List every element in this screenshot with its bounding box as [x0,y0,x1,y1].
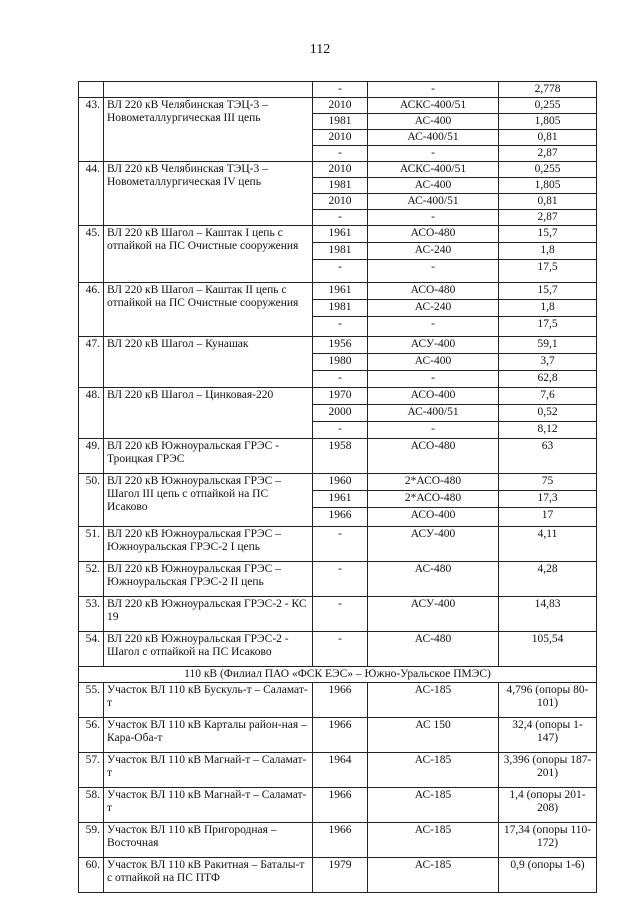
line-name: Участок ВЛ 110 кВ Пригородная – Восточная [104,823,313,858]
line-name: ВЛ 220 кВ Южноуральская ГРЭС – Южноуральская ГРЭС-2 II цепь [104,562,313,597]
row-number: 54. [79,632,104,667]
year-cell: - [313,371,368,388]
year-cell: 1956 [313,337,368,354]
wire-type-cell: АС-185 [368,823,499,858]
length-cell: 17,5 [499,260,597,283]
year-cell: 1958 [313,439,368,474]
year-cell: - [313,146,368,162]
year-cell: 1981 [313,300,368,317]
wire-type-cell: - [368,82,499,98]
wire-type-cell: АС-185 [368,753,499,788]
year-cell: - [313,210,368,226]
wire-type-cell: АСО-480 [368,283,499,300]
length-cell: 0,255 [499,162,597,178]
table-row [79,82,597,98]
table-row [79,474,597,491]
table-row [79,527,597,562]
line-name: Участок ВЛ 110 кВ Ракитная – Баталы-т с отпайкой на ПС ПТФ [104,858,313,893]
year-cell: 1970 [313,388,368,405]
year-cell: - [313,422,368,439]
table-row [79,597,597,632]
row-number: 58. [79,788,104,823]
length-cell: 4,28 [499,562,597,597]
row-number: 60. [79,858,104,893]
length-cell: 0,9 (опоры 1-6) [499,858,597,893]
wire-type-cell: АС-185 [368,788,499,823]
table-row [79,162,597,178]
year-cell: 1981 [313,114,368,130]
table-row [79,788,597,823]
wire-type-cell: - [368,210,499,226]
length-cell: 3,396 (опоры 187-201) [499,753,597,788]
wire-type-cell: АСО-400 [368,388,499,405]
year-cell: 1961 [313,491,368,508]
line-name: ВЛ 220 кВ Челябинская ТЭЦ-3 – Новометаллургическая III цепь [104,98,313,162]
table-row [79,753,597,788]
length-cell: 15,7 [499,283,597,300]
wire-type-cell: АСО-480 [368,439,499,474]
line-name: ВЛ 220 кВ Южноуральская ГРЭС - Троицкая ГРЭС [104,439,313,474]
line-name: ВЛ 220 кВ Шагол – Цинковая-220 [104,388,313,439]
wire-type-cell: АС-240 [368,243,499,260]
length-cell: 0,81 [499,130,597,146]
length-cell: 17,5 [499,317,597,337]
length-cell: 17,34 (опоры 110-172) [499,823,597,858]
length-cell: 8,12 [499,422,597,439]
length-cell: 62,8 [499,371,597,388]
length-cell: 2,87 [499,210,597,226]
year-cell: 2010 [313,130,368,146]
length-cell: 17,3 [499,491,597,508]
year-cell: 2000 [313,405,368,422]
year-cell: 1979 [313,858,368,893]
table-row [79,226,597,243]
row-number: 45. [79,226,104,283]
line-name: Участок ВЛ 110 кВ Магнай-т – Саламат-т [104,753,313,788]
wire-type-cell: АСО-480 [368,226,499,243]
year-cell: 2010 [313,162,368,178]
length-cell: 0,52 [499,405,597,422]
length-cell: 17 [499,508,597,527]
length-cell: 4,11 [499,527,597,562]
year-cell: 1966 [313,718,368,753]
wire-type-cell: АСКС-400/51 [368,162,499,178]
year-cell: 2010 [313,98,368,114]
row-number: 51. [79,527,104,562]
line-name: Участок ВЛ 110 кВ Карталы район-ная – Кара-Оба-т [104,718,313,753]
year-cell: 1966 [313,683,368,718]
table-row [79,823,597,858]
length-cell: 0,255 [499,98,597,114]
length-cell: 0,81 [499,194,597,210]
wire-type-cell: АС-400 [368,178,499,194]
length-cell: 63 [499,439,597,474]
table-row [79,683,597,718]
section-header: 110 кВ (Филиал ПАО «ФСК ЕЭС» – Южно-Уральское ПМЭС) [79,667,597,683]
table-row [79,718,597,753]
wire-type-cell: АСО-400 [368,508,499,527]
wire-type-cell: - [368,260,499,283]
year-cell: - [313,632,368,667]
table-row [79,283,597,300]
line-name: ВЛ 220 кВ Шагол – Каштак I цепь с отпайкой на ПС Очистные сооружения [104,226,313,283]
wire-type-cell: АС-400/51 [368,194,499,210]
length-cell: 75 [499,474,597,491]
wire-type-cell: АС-400/51 [368,130,499,146]
row-number: 57. [79,753,104,788]
length-cell: 2,87 [499,146,597,162]
wire-type-cell: АСКС-400/51 [368,98,499,114]
wire-type-cell: 2*АСО-480 [368,491,499,508]
wire-type-cell: АС-400 [368,354,499,371]
row-number: 46. [79,283,104,337]
length-cell: 1,805 [499,178,597,194]
year-cell: - [313,527,368,562]
table-row [79,337,597,354]
wire-type-cell: АС-400 [368,114,499,130]
year-cell: 1980 [313,354,368,371]
year-cell: 1966 [313,788,368,823]
row-number: 59. [79,823,104,858]
wire-type-cell: 2*АСО-480 [368,474,499,491]
year-cell: - [313,260,368,283]
line-name: ВЛ 220 кВ Южноуральская ГРЭС – Южноуральская ГРЭС-2 I цепь [104,527,313,562]
row-number: 44. [79,162,104,226]
length-cell: 59,1 [499,337,597,354]
wire-type-cell: АС 150 [368,718,499,753]
table-row [79,439,597,474]
length-cell: 32,4 (опоры 1-147) [499,718,597,753]
year-cell: 2010 [313,194,368,210]
year-cell: - [313,597,368,632]
year-cell: 1981 [313,243,368,260]
length-cell: 15,7 [499,226,597,243]
wire-type-cell: - [368,422,499,439]
page-number: 112 [309,42,331,57]
year-cell: 1961 [313,283,368,300]
row-number: 48. [79,388,104,439]
wire-type-cell: АСУ-400 [368,527,499,562]
line-name: ВЛ 220 кВ Шагол – Каштак II цепь с отпайкой на ПС Очистные сооружения [104,283,313,337]
length-cell: 14,83 [499,597,597,632]
wire-type-cell: - [368,317,499,337]
wire-type-cell: - [368,371,499,388]
year-cell: 1964 [313,753,368,788]
year-cell: 1960 [313,474,368,491]
row-number: 47. [79,337,104,388]
line-name: ВЛ 220 кВ Челябинская ТЭЦ-3 – Новометаллургическая IV цепь [104,162,313,226]
length-cell: 1,4 (опоры 201-208) [499,788,597,823]
year-cell: 1961 [313,226,368,243]
line-name: Участок ВЛ 110 кВ Магнай-т – Саламат-т [104,788,313,823]
row-number: 50. [79,474,104,527]
year-cell: 1966 [313,823,368,858]
wire-type-cell: АС-480 [368,632,499,667]
wire-type-cell: АС-185 [368,858,499,893]
row-number: 53. [79,597,104,632]
line-name: ВЛ 220 кВ Южноуральская ГРЭС-2 - КС 19 [104,597,313,632]
row-number [79,82,104,98]
wire-type-cell: - [368,146,499,162]
row-number: 56. [79,718,104,753]
line-name [104,82,313,98]
table-row [79,562,597,597]
row-number: 55. [79,683,104,718]
table-row [79,858,597,893]
row-number: 52. [79,562,104,597]
wire-type-cell: АС-400/51 [368,405,499,422]
length-cell: 1,805 [499,114,597,130]
length-cell: 1,8 [499,243,597,260]
table-row [79,98,597,114]
wire-type-cell: АС-240 [368,300,499,317]
table-row [79,388,597,405]
length-cell: 3,7 [499,354,597,371]
length-cell: 105,54 [499,632,597,667]
wire-type-cell: АСУ-400 [368,337,499,354]
wire-type-cell: АС-185 [368,683,499,718]
line-name: ВЛ 220 кВ Шагол – Кунашак [104,337,313,388]
year-cell: 1966 [313,508,368,527]
row-number: 49. [79,439,104,474]
year-cell: - [313,317,368,337]
line-name: ВЛ 220 кВ Южноуральская ГРЭС-2 - Шагол с отпайкой на ПС Исаково [104,632,313,667]
wire-type-cell: АС-480 [368,562,499,597]
power-lines-table [78,81,597,893]
length-cell: 1,8 [499,300,597,317]
year-cell: - [313,562,368,597]
year-cell: 1981 [313,178,368,194]
row-number: 43. [79,98,104,162]
length-cell: 2,778 [499,82,597,98]
length-cell: 7,6 [499,388,597,405]
table-row [79,632,597,667]
wire-type-cell: АСУ-400 [368,597,499,632]
year-cell: - [313,82,368,98]
line-name: Участок ВЛ 110 кВ Бускуль-т – Саламат-т [104,683,313,718]
line-name: ВЛ 220 кВ Южноуральская ГРЭС – Шагол III цепь с отпайкой на ПС Исаково [104,474,313,527]
length-cell: 4,796 (опоры 80-101) [499,683,597,718]
